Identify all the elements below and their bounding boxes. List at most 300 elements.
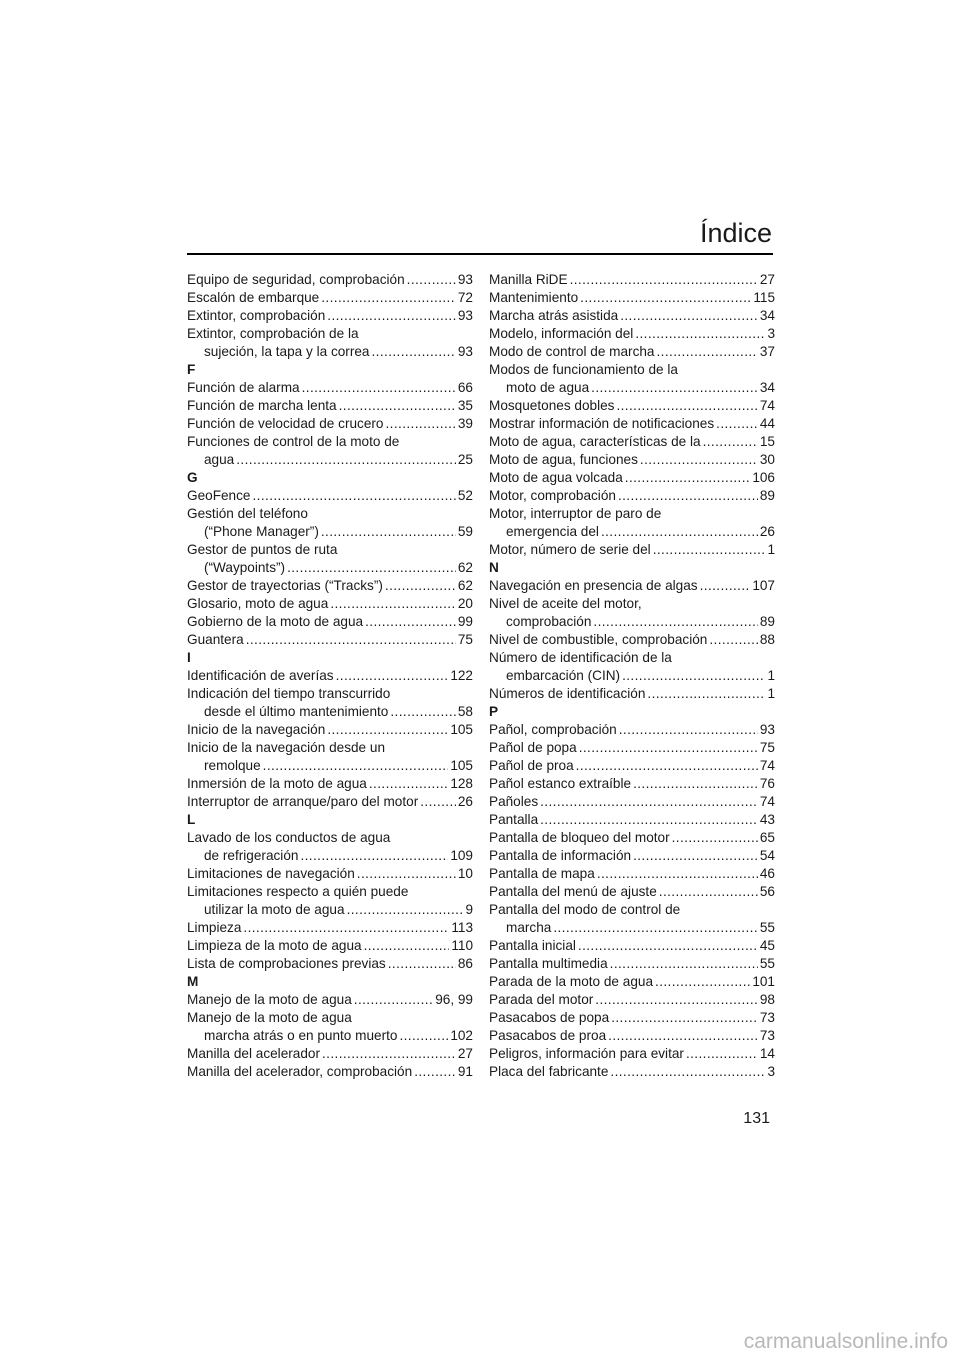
dot-leader <box>570 271 758 289</box>
index-entry <box>489 577 775 595</box>
index-entry-page: 3 <box>767 326 775 341</box>
index-entry <box>187 667 473 685</box>
index-entry-page: 66 <box>457 380 473 395</box>
index-entry <box>187 1027 473 1045</box>
index-entry <box>489 685 775 703</box>
dot-leader <box>700 577 751 595</box>
index-entry-label: marcha <box>506 920 552 935</box>
dot-leader <box>593 613 757 631</box>
index-entry-text: Modos de funcionamiento de la <box>489 362 678 377</box>
index-letter-heading: N <box>489 560 499 575</box>
index-entry-text: Lavado de los conductos de agua <box>187 830 391 845</box>
index-entry-label: Pañol de proa <box>489 758 574 773</box>
index-entry-label: Escalón de embarque <box>187 290 320 305</box>
watermark: carmanualsonline.info <box>743 1330 948 1353</box>
index-entry-page: 1 <box>767 686 775 701</box>
dot-leader <box>597 865 758 883</box>
index-letter-heading: L <box>187 812 196 827</box>
index-entry-label: emergencia del <box>506 524 599 539</box>
index-entry <box>489 667 775 685</box>
index-entry-page: 89 <box>759 488 775 503</box>
dot-leader <box>339 397 456 415</box>
index-entry <box>187 523 473 541</box>
dot-leader <box>610 955 758 973</box>
index-entry-label: comprobación <box>506 614 592 629</box>
dot-leader <box>620 307 758 325</box>
index-entry-text: Inicio de la navegación desde un <box>187 740 386 755</box>
index-entry-page: 91 <box>457 1064 473 1079</box>
index-entry <box>187 937 473 955</box>
dot-leader <box>336 667 449 685</box>
index-entry <box>489 343 775 361</box>
dot-leader <box>616 397 757 415</box>
index-entry-page: 76 <box>759 776 775 791</box>
index-entry <box>489 1027 775 1045</box>
index-entry-label: Mantenimiento <box>489 290 579 305</box>
index-entry-label: utilizar la moto de agua <box>204 902 345 917</box>
index-entry-page: 27 <box>759 272 775 287</box>
index-column-left <box>187 271 473 1081</box>
index-entry-page: 52 <box>457 488 473 503</box>
dot-leader <box>591 379 758 397</box>
dot-leader <box>252 487 455 505</box>
dot-leader <box>390 703 456 721</box>
index-column-right <box>489 271 775 1081</box>
dot-leader <box>633 775 758 793</box>
index-entry-page: 93 <box>457 308 473 323</box>
index-entry-page: 20 <box>457 596 473 611</box>
index-entry-page: 106 <box>752 470 775 485</box>
index-entry-text: Manejo de la moto de agua <box>187 1010 352 1025</box>
dot-leader <box>709 631 758 649</box>
dot-leader <box>625 469 751 487</box>
index-entry-page: 113 <box>451 920 473 935</box>
index-entry-label: Motor, comprobación <box>489 488 616 503</box>
index-entry-page: 128 <box>450 776 473 791</box>
index-entry <box>489 793 775 811</box>
index-entry-page: 115 <box>753 290 775 305</box>
index-entry-page: 14 <box>759 1046 775 1061</box>
index-entry-page: 46 <box>759 866 775 881</box>
index-entry-label: Pañol estanco extraíble <box>489 776 632 791</box>
index-entry-page: 107 <box>752 578 775 593</box>
dot-leader <box>327 307 456 325</box>
index-entry-page: 75 <box>759 740 775 755</box>
index-entry-label: Pantalla de bloqueo del motor <box>489 830 670 845</box>
index-entry <box>489 433 775 451</box>
index-entry-page: 58 <box>457 704 473 719</box>
index-entry-label: Inmersión de la moto de agua <box>187 776 367 791</box>
dot-leader <box>686 1045 758 1063</box>
index-entry-label: Interruptor de arranque/paro del motor <box>187 794 419 809</box>
index-entry <box>187 379 473 397</box>
index-entry <box>489 883 775 901</box>
dot-leader <box>647 685 765 703</box>
index-entry <box>187 793 473 811</box>
dot-leader <box>608 1027 758 1045</box>
dot-leader <box>354 991 433 1009</box>
index-entry <box>187 577 473 595</box>
index-entry-label: GeoFence <box>187 488 251 503</box>
index-entry-label: Limpieza <box>187 920 242 935</box>
index-entry-page: 10 <box>457 866 473 881</box>
index-entry-label: (“Waypoints”) <box>204 560 286 575</box>
index-entry-page: 96, 99 <box>435 992 473 1007</box>
dot-leader <box>414 1063 456 1081</box>
dot-leader <box>656 343 757 361</box>
index-entry <box>489 739 775 757</box>
index-entry <box>187 595 473 613</box>
index-entry-page: 34 <box>759 308 775 323</box>
dot-leader <box>364 937 450 955</box>
index-entry-page: 73 <box>759 1010 775 1025</box>
index-entry <box>489 991 775 1009</box>
index-entry-label: Mostrar información de notificaciones <box>489 416 715 431</box>
index-entry-label: Glosario, moto de agua <box>187 596 329 611</box>
index-entry-label: Mosquetones dobles <box>489 398 615 413</box>
index-entry <box>187 451 473 469</box>
index-entry-page: 37 <box>759 344 775 359</box>
index-entry <box>489 307 775 325</box>
index-entry <box>187 289 473 307</box>
index-entry-page: 99 <box>457 614 473 629</box>
index-entry-page: 1 <box>767 668 775 683</box>
index-entry-label: moto de agua <box>506 380 590 395</box>
index-entry <box>187 847 473 865</box>
index-entry-label: Moto de agua, características de la <box>489 434 701 449</box>
index-entry <box>187 271 473 289</box>
dot-leader <box>371 343 455 361</box>
index-entry-page: 86 <box>457 956 473 971</box>
index-entry-label: agua <box>204 452 235 467</box>
index-entry <box>489 919 775 937</box>
page-title: Índice <box>699 218 772 248</box>
index-entry-label: Manejo de la moto de agua <box>187 992 352 1007</box>
index-entry-page: 75 <box>457 632 473 647</box>
dot-leader <box>672 829 758 847</box>
index-entry-label: Identificación de averías <box>187 668 334 683</box>
index-entry-text: Gestión del teléfono <box>187 506 308 521</box>
index-entry-label: Función de velocidad de crucero <box>187 416 384 431</box>
dot-leader <box>347 901 464 919</box>
dot-leader <box>388 955 456 973</box>
index-entry-page: 105 <box>450 722 473 737</box>
index-entry-label: Manilla del acelerador <box>187 1046 320 1061</box>
dot-leader <box>322 1045 456 1063</box>
index-entry-page: 74 <box>759 794 775 809</box>
index-entry-label: Parada del motor <box>489 992 594 1007</box>
index-entry-label: Números de identificación <box>489 686 646 701</box>
index-entry-page: 26 <box>759 524 775 539</box>
index-entry <box>489 775 775 793</box>
dot-leader <box>716 415 758 433</box>
index-entry <box>489 613 775 631</box>
index-entry-label: marcha atrás o en punto muerto <box>204 1028 398 1043</box>
dot-leader <box>659 883 758 901</box>
index-entry <box>489 541 775 559</box>
index-entry-label: Nivel de combustible, comprobación <box>489 632 708 647</box>
dot-leader <box>407 271 456 289</box>
index-entry-label: de refrigeración <box>204 848 299 863</box>
index-entry <box>489 973 775 991</box>
index-entry-page: 54 <box>759 848 775 863</box>
index-entry-label: Motor, número de serie del <box>489 542 651 557</box>
index-entry-label: Peligros, información para evitar <box>489 1046 684 1061</box>
index-entry-page: 74 <box>759 398 775 413</box>
index-entry-page: 101 <box>752 974 775 989</box>
dot-leader <box>385 415 455 433</box>
index-entry-text: Número de identificación de la <box>489 650 672 665</box>
index-entry-label: Pañol de popa <box>489 740 577 755</box>
dot-leader <box>321 289 456 307</box>
index-entry-page: 55 <box>759 920 775 935</box>
index-entry-page: 25 <box>457 452 473 467</box>
index-entry-page: 45 <box>759 938 775 953</box>
index-entry-page: 62 <box>457 578 473 593</box>
index-entry <box>187 991 473 1009</box>
index-entry <box>187 1045 473 1063</box>
index-entry-text: Indicación del tiempo transcurrido <box>187 686 391 701</box>
dot-leader <box>287 559 456 577</box>
index-entry-page: 88 <box>759 632 775 647</box>
index-entry-label: Moto de agua, funciones <box>489 452 638 467</box>
index-entry <box>187 415 473 433</box>
index-entry-text: Extintor, comprobación de la <box>187 326 359 341</box>
index-entry <box>187 559 473 577</box>
dot-leader <box>385 577 456 595</box>
index-letter-heading: G <box>187 470 198 485</box>
index-entry-text: Motor, interruptor de paro de <box>489 506 662 521</box>
dot-leader <box>703 433 758 451</box>
index-entry-label: Pantalla de mapa <box>489 866 595 881</box>
index-entry-page: 93 <box>457 272 473 287</box>
index-entry <box>489 415 775 433</box>
dot-leader <box>633 847 758 865</box>
index-entry-label: Pantalla de información <box>489 848 632 863</box>
index-entry <box>187 307 473 325</box>
index-entry-label: Manilla RiDE <box>489 272 568 287</box>
dot-leader <box>578 937 758 955</box>
index-entry <box>489 937 775 955</box>
index-entry <box>489 523 775 541</box>
index-entry-page: 74 <box>759 758 775 773</box>
index-entry-label: Gestor de trayectorias (“Tracks”) <box>187 578 383 593</box>
index-entry <box>489 811 775 829</box>
index-entry-page: 35 <box>457 398 473 413</box>
dot-leader <box>263 757 449 775</box>
index-entry-page: 26 <box>457 794 473 809</box>
index-entry <box>489 829 775 847</box>
index-entry <box>489 379 775 397</box>
dot-leader <box>618 487 758 505</box>
index-entry <box>489 469 775 487</box>
index-entry-label: Extintor, comprobación <box>187 308 326 323</box>
index-entry <box>489 487 775 505</box>
index-entry <box>187 919 473 937</box>
index-entry-label: Pantalla <box>489 812 539 827</box>
dot-leader <box>236 451 456 469</box>
index-entry-label: Limpieza de la moto de agua <box>187 938 362 953</box>
dot-leader <box>595 991 758 1009</box>
dot-leader <box>655 973 750 991</box>
index-entry-label: sujeción, la tapa y la correa <box>204 344 370 359</box>
index-letter-heading: M <box>187 974 199 989</box>
index-entry-label: Pantalla del menú de ajuste <box>489 884 657 899</box>
index-entry-page: 59 <box>457 524 473 539</box>
index-entry <box>187 397 473 415</box>
index-entry <box>489 757 775 775</box>
index-entry <box>489 721 775 739</box>
index-entry <box>489 289 775 307</box>
dot-leader <box>619 721 758 739</box>
index-entry <box>187 1063 473 1081</box>
dot-leader <box>635 325 765 343</box>
index-entry-page: 110 <box>451 938 473 953</box>
index-entry-label: Marcha atrás asistida <box>489 308 619 323</box>
index-entry-label: Inicio de la navegación <box>187 722 326 737</box>
index-entry <box>489 847 775 865</box>
dot-leader <box>302 379 456 397</box>
index-entry <box>489 955 775 973</box>
index-entry <box>489 451 775 469</box>
index-entry-page: 9 <box>465 902 473 917</box>
index-entry-page: 93 <box>759 722 775 737</box>
index-entry-text: Gestor de puntos de ruta <box>187 542 338 557</box>
index-entry-text: Pantalla del modo de control de <box>489 902 681 917</box>
index-entry-label: Función de alarma <box>187 380 300 395</box>
dot-leader <box>540 811 758 829</box>
dot-leader <box>653 541 766 559</box>
index-entry-label: Equipo de seguridad, comprobación <box>187 272 405 287</box>
index-entry-label: Limitaciones de navegación <box>187 866 355 881</box>
index-entry-text: Funciones de control de la moto de <box>187 434 400 449</box>
dot-leader <box>420 793 456 811</box>
index-entry-page: 109 <box>450 848 473 863</box>
index-entry <box>187 901 473 919</box>
dot-leader <box>579 739 758 757</box>
index-entry-page: 56 <box>759 884 775 899</box>
page-number: 131 <box>743 1110 770 1127</box>
index-entry-page: 3 <box>767 1064 775 1079</box>
index-entry <box>489 1009 775 1027</box>
dot-leader <box>399 1027 448 1045</box>
index-entry-label: Gobierno de la moto de agua <box>187 614 364 629</box>
dot-leader <box>622 667 765 685</box>
index-entry <box>187 343 473 361</box>
dot-leader <box>330 595 456 613</box>
dot-leader <box>601 523 758 541</box>
index-entry <box>489 271 775 289</box>
dot-leader <box>640 451 758 469</box>
index-entry-label: Pañoles <box>489 794 539 809</box>
index-entry-page: 43 <box>759 812 775 827</box>
index-letter-heading: I <box>187 650 191 665</box>
index-entry-label: Placa del fabricante <box>489 1064 609 1079</box>
index-entry-page: 30 <box>759 452 775 467</box>
dot-leader <box>610 1063 765 1081</box>
index-entry-label: Pantalla multimedia <box>489 956 608 971</box>
index-entry-label: Parada de la moto de agua <box>489 974 654 989</box>
index-entry-page: 55 <box>759 956 775 971</box>
index-entry-label: Lista de comprobaciones previas <box>187 956 386 971</box>
index-entry <box>187 613 473 631</box>
index-entry <box>489 397 775 415</box>
dot-leader <box>365 613 456 631</box>
index-entry <box>187 631 473 649</box>
index-entry <box>187 865 473 883</box>
index-entry-page: 27 <box>457 1046 473 1061</box>
index-entry-page: 89 <box>759 614 775 629</box>
index-entry-page: 65 <box>759 830 775 845</box>
index-entry-page: 15 <box>759 434 775 449</box>
dot-leader <box>369 775 448 793</box>
index-entry <box>187 703 473 721</box>
dot-leader <box>321 523 456 541</box>
dot-leader <box>357 865 456 883</box>
index-entry-page: 98 <box>759 992 775 1007</box>
index-entry-label: Guantera <box>187 632 244 647</box>
index-entry <box>187 721 473 739</box>
index-entry-page: 34 <box>759 380 775 395</box>
index-entry <box>489 865 775 883</box>
index-entry-label: Pantalla inicial <box>489 938 576 953</box>
index-entry-label: Pañol, comprobación <box>489 722 617 737</box>
index-entry <box>187 757 473 775</box>
index-entry <box>187 955 473 973</box>
index-entry-text: Limitaciones respecto a quién puede <box>187 884 409 899</box>
dot-leader <box>611 1009 758 1027</box>
index-entry-page: 62 <box>457 560 473 575</box>
dot-leader <box>540 793 758 811</box>
title-rule <box>187 253 773 255</box>
index-entry-label: Navegación en presencia de algas <box>489 578 698 593</box>
index-entry <box>489 1045 775 1063</box>
dot-leader <box>327 721 448 739</box>
index-entry <box>187 487 473 505</box>
index-entry-page: 72 <box>457 290 473 305</box>
index-entry-label: remolque <box>204 758 261 773</box>
dot-leader <box>246 631 456 649</box>
index-entry-text: Nivel de aceite del motor, <box>489 596 642 611</box>
index-entry-page: 105 <box>450 758 473 773</box>
index-entry <box>489 325 775 343</box>
index-entry-page: 102 <box>450 1028 473 1043</box>
index-entry-label: desde el último mantenimiento <box>204 704 389 719</box>
index-entry-label: Modo de control de marcha <box>489 344 655 359</box>
index-entry-page: 73 <box>759 1028 775 1043</box>
dot-leader <box>300 847 448 865</box>
index-letter-heading: P <box>489 704 499 719</box>
index-entry-label: embarcación (CIN) <box>506 668 621 683</box>
index-entry-page: 39 <box>457 416 473 431</box>
index-entry-label: Función de marcha lenta <box>187 398 337 413</box>
index-entry-page: 93 <box>457 344 473 359</box>
index-entry-label: Pasacabos de popa <box>489 1010 610 1025</box>
index-entry-label: Pasacabos de proa <box>489 1028 607 1043</box>
index-entry-page: 44 <box>759 416 775 431</box>
dot-leader <box>243 919 449 937</box>
dot-leader <box>576 757 758 775</box>
index-entry-label: Manilla del acelerador, comprobación <box>187 1064 413 1079</box>
index-entry-page: 122 <box>450 668 473 683</box>
index-entry <box>489 631 775 649</box>
index-entry-label: Moto de agua volcada <box>489 470 623 485</box>
dot-leader <box>580 289 751 307</box>
index-entry-page: 1 <box>767 542 775 557</box>
index-entry <box>489 1063 775 1081</box>
index-entry <box>187 775 473 793</box>
index-entry-label: (“Phone Manager”) <box>204 524 319 539</box>
